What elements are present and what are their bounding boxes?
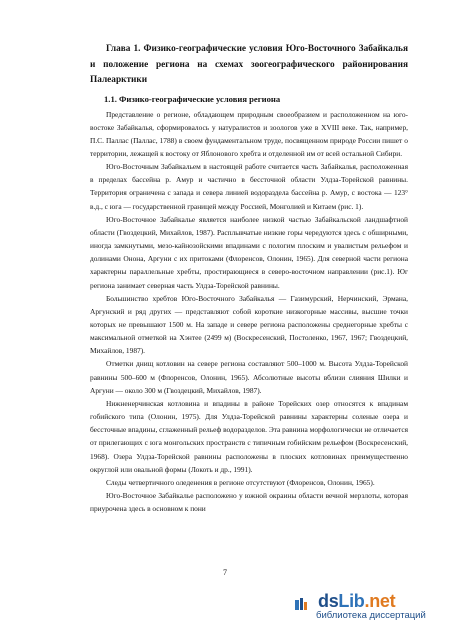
paragraph-4: Большинство хребтов Юго-Восточного Забайкалья — Газимурский, Нерчинский, Эрмана, Аргунский и ряд других — представляют собой короткие низкогорные массивы, высшие точки которых не превышают 1500 м. На западе и севере региона расположены среднегорные хребты с максимальной отметкой на Хэнтее (2499 м) (Воскресенский, Постоленко, 1967, 1967; Гвоздецкий, Михайлов, 1987). [90,293,408,356]
watermark-logo [318,591,395,612]
paragraph-3: Юго-Восточное Забайкалье является наиболее низкой частью Забайкальской ландшафтной области (Гвоздецкий, Михайлов, 1987). Расплывчатые низкие горы чередуются здесь с обширными, иногда замкнутыми, мезо-кайнозойскими впадинами с пологим плоским и увалистым рельефом и долинами Онона, Аргуни с их притоками (Флоренсов, Олонин, 1965). Для северной части региона характерны параллельные хребты, простирающиеся в северо-восточном направлении (рис.1). Юг региона занимает северная часть Улдза-Торейской равнины. [90,214,408,290]
paragraph-8: Юго-Восточное Забайкалье расположено у южной окраины области вечной мерзлоты, которая приурочена здесь в основном к пони [90,491,408,514]
paragraph-5: Отметки днищ котловин на севере региона составляют 500–1000 м. Высота Улдза-Торейской равнины 500–600 м (Флоренсов, Олонин, 1965). Абсолютные высоты вблизи слияния Шилки и Аргуни — около 300 м (Гвоздецкий, Михайлов, 1987). [90,359,408,395]
section-title: 1.1. Физико-географические условия региона [104,93,281,104]
paragraph-6: Нижненерчинская котловина и впадины в районе Торейских озер относятся к впадинам гобийского типа (Олонин, 1975). Для Улдза-Торейской равнины характерны соленые озера и бессточные впадины, сглаженный рельеф водоразделов. Эта равнина морфологически не отличается от прилегающих с юга монгольских пространств с типичным гобийским рельефом (Воскресенский, 1968). Озера Улдза-Торейской равнины расположены в плоских котловинах преимущественно округлой или овальной формы (Локоть и др., 1991). [90,398,408,474]
watermark-logo-part2: Lib [338,591,365,611]
paragraph-1: Представление о регионе, обладающем природным своеобразием и расположенном на юго-востоке Забайкалья, сформировалось у натуралистов и зоологов уже в XVIII веке. Так, например, П.С. Паллас (Паллас, 1788) в своем фундаментальном труде, посвященном природе России пишет о территории, лежащей к востоку от Яблонового хребта и отделенной им от всей остальной Сибири. [90,109,408,158]
watermark-logo-part1: ds [318,591,339,611]
page-content [90,42,408,515]
paragraph-7: Следы четвертичного оледенения в регионе отсутствуют (Флоренсов, Олонин, 1965). [106,477,375,487]
chapter-title: Глава 1. Физико-географические условия Юго-Восточного Забайкалья и положение региона на схемах зоогеографического районирования Палеарктики [90,44,408,85]
dslib-logo-icon [294,597,308,611]
watermark-logo-part3: .net [364,591,396,611]
page-number: 7 [223,568,227,577]
paragraph-2: Юго-Восточным Забайкальем в настоящей работе считается часть Забайкалья, расположенная в пределах бассейна р. Амур и частично в бессточной области Улдза-Торейской равнины. Территория ограничена с запада и севера линией водораздела бассейна р. Амур, с востока — 123° в.д., с юга — государственной границей между Россией, Монголией и Китаем (рис. 1). [90,162,408,211]
watermark-subtitle: библиотека диссертаций [316,610,426,621]
watermark[interactable] [314,593,442,621]
